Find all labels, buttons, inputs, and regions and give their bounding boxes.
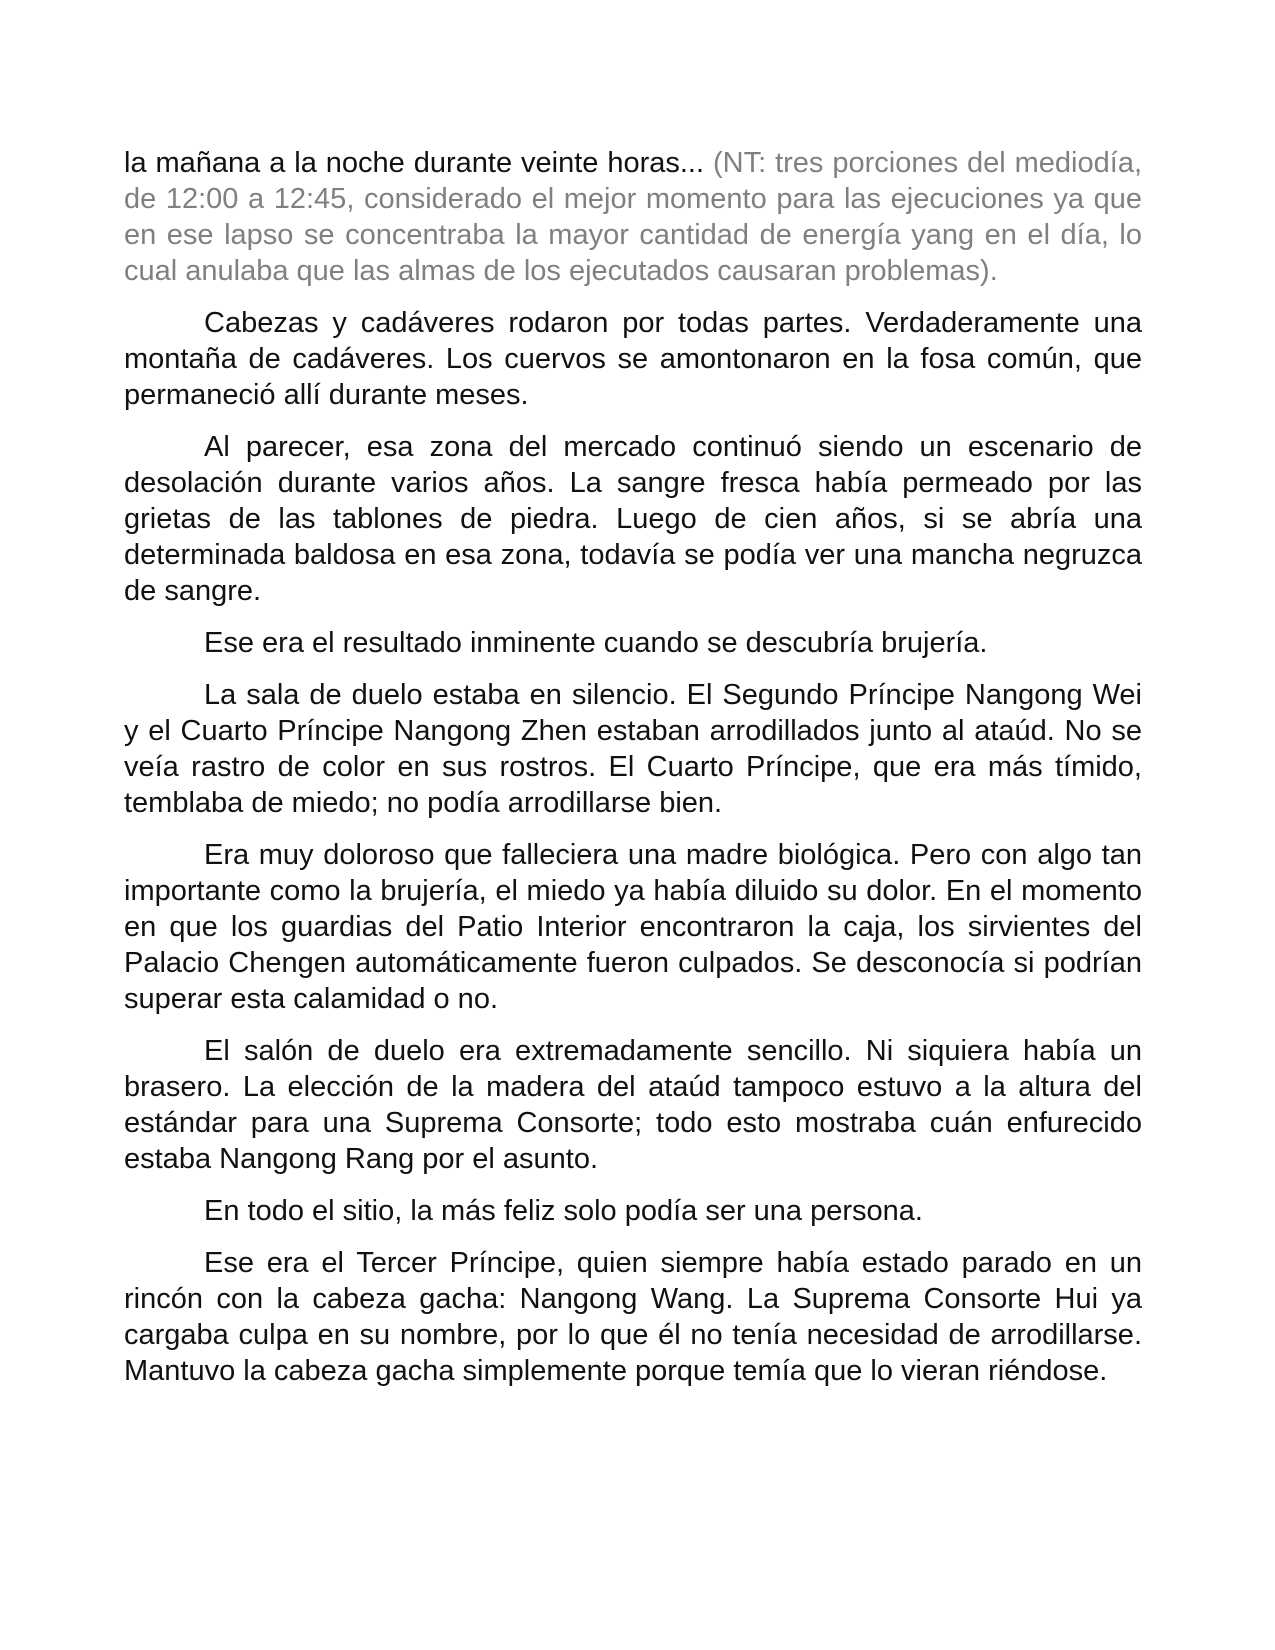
document-page (124, 145, 1142, 1405)
paragraph: Al parecer, esa zona del mercado continuó siendo un escenario de desolación durante varios años. La sangre fresca había permeado por las grietas de las tablones de piedra. Luego de cien años, si se abría una determinada baldosa en esa zona, todavía se podía ver una mancha negruzca de sangre. (124, 431, 1142, 607)
paragraph: Cabezas y cadáveres rodaron por todas partes. Verdaderamente una montaña de cadáveres. Los cuervos se amontonaron en la fosa común, que permaneció allí durante meses. (124, 307, 1142, 411)
paragraph: El salón de duelo era extremadamente sencillo. Ni siquiera había un brasero. La elección de la madera del ataúd tampoco estuvo a la altura del estándar para una Suprema Consorte; todo esto mostraba cuán enfurecido estaba Nangong Rang por el asunto. (124, 1035, 1142, 1175)
paragraph: Ese era el resultado inminente cuando se descubría brujería. (204, 627, 988, 659)
paragraph-text: la mañana a la noche durante veinte horas... (124, 147, 713, 179)
paragraph: La sala de duelo estaba en silencio. El Segundo Príncipe Nangong Wei y el Cuarto Príncipe Nangong Zhen estaban arrodillados junto al ataúd. No se veía rastro de color en sus rostros. El Cuarto Príncipe, que era más tímido, temblaba de miedo; no podía arrodillarse bien. (124, 679, 1142, 819)
paragraph: Era muy doloroso que falleciera una madre biológica. Pero con algo tan importante como la brujería, el miedo ya había diluido su dolor. En el momento en que los guardias del Patio Interior encontraron la caja, los sirvientes del Palacio Chengen automáticamente fueron culpados. Se desconocía si podrían superar esta calamidad o no. (124, 839, 1142, 1015)
paragraph-continuation (124, 145, 1142, 289)
paragraph: En todo el sitio, la más feliz solo podía ser una persona. (204, 1195, 923, 1227)
translator-note: (NT: tres porciones del mediodía, de 12:00 a 12:45, considerado el mejor momento para las ejecuciones ya que en ese lapso se concentraba la mayor cantidad de energía yang en el día, lo cual anulaba que las almas de los ejecutados causaran problemas). (124, 147, 1143, 287)
paragraph: Ese era el Tercer Príncipe, quien siempre había estado parado en un rincón con la cabeza gacha: Nangong Wang. La Suprema Consorte Hui ya cargaba culpa en su nombre, por lo que él no tenía necesidad de arrodillarse. Mantuvo la cabeza gacha simplemente porque temía que lo vieran riéndose. (124, 1247, 1142, 1387)
